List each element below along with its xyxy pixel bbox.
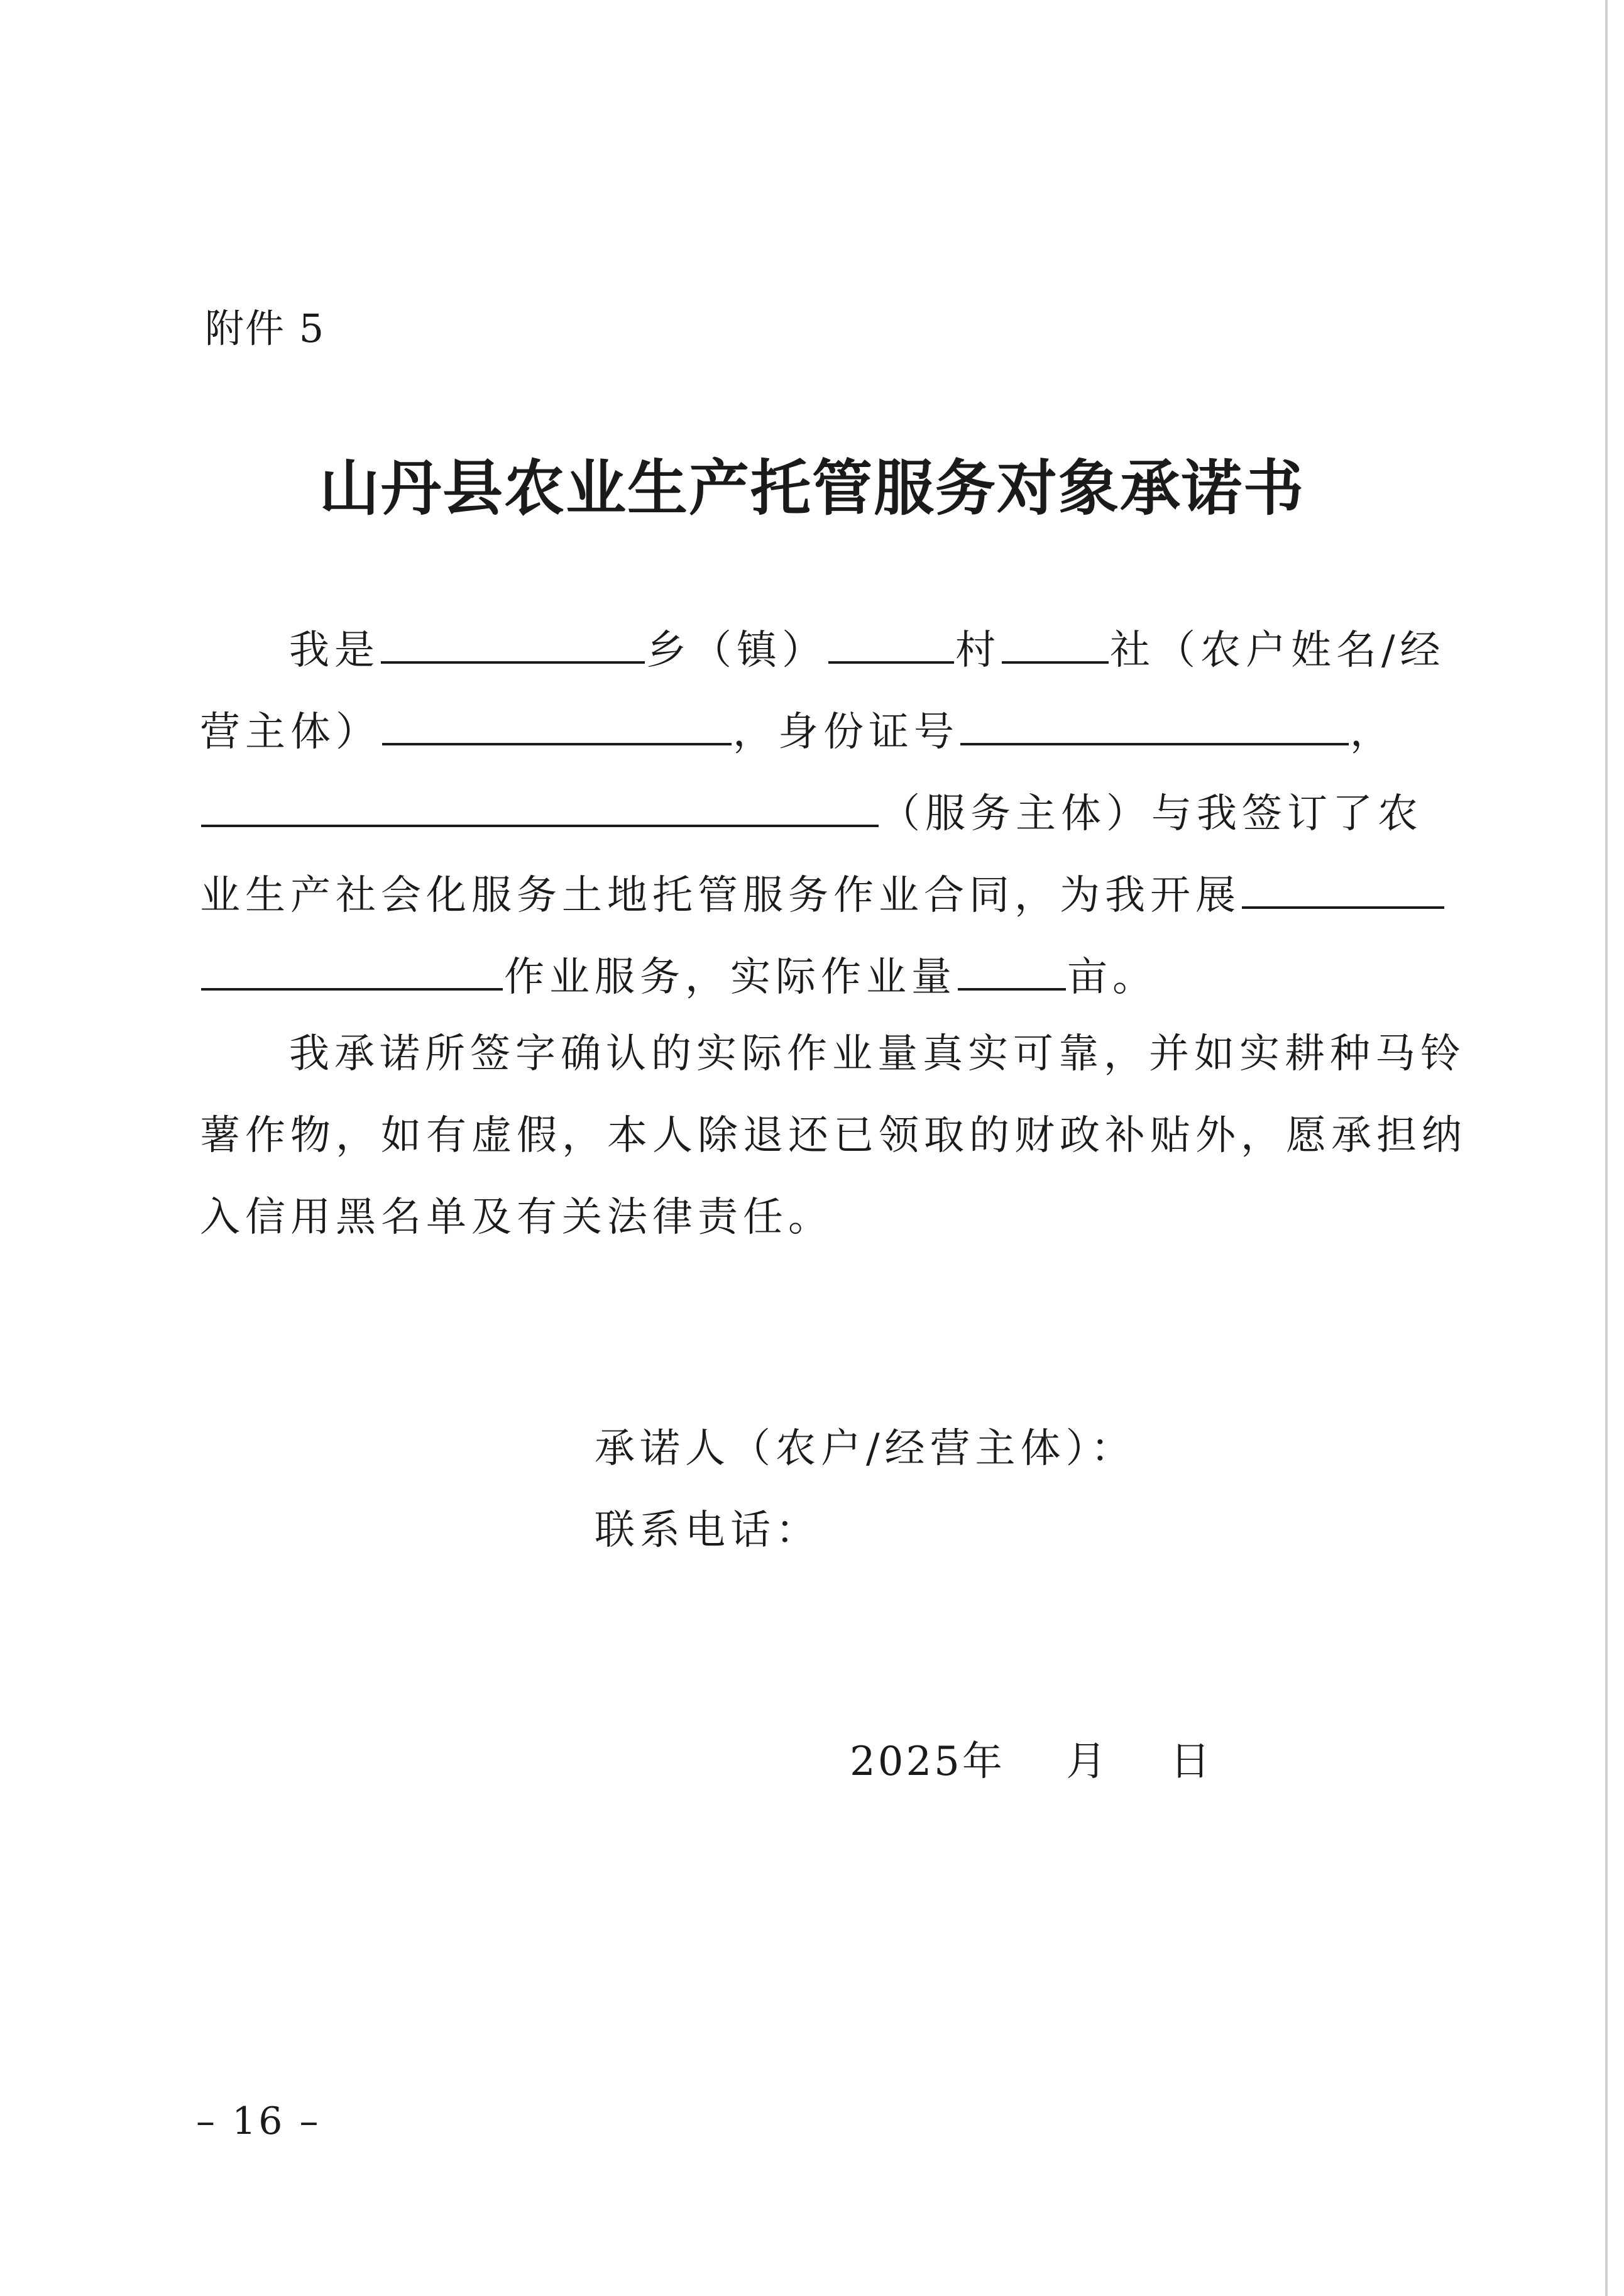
body-line-5 [200,942,1158,1006]
community-blank[interactable] [1002,615,1109,664]
promisor-label: 承诺人（农户/经营主体）： [595,1425,1136,1472]
phone-label: 联系电话： [595,1507,821,1554]
attachment-label: 附件 5 [205,305,326,351]
page-number: – 16 – [196,2099,321,2143]
service-type-blank[interactable] [1242,860,1444,909]
text-segment: 乡（镇） [646,627,827,674]
body-line-8: 入信用黑名单及有关法律责任。 [200,1194,833,1241]
text-segment: 村 [955,627,1001,674]
farmer-name-blank[interactable] [382,696,732,745]
date-line: 2025年 月 日 [850,1738,1213,1785]
text-segment: 社（农户姓名/经 [1110,627,1446,674]
text-segment: ， [1350,709,1395,755]
service-provider-blank[interactable] [201,778,879,827]
body-line-4 [200,860,1446,924]
text-segment: 作业服务，实际作业量 [504,954,957,1001]
service-type-blank-cont[interactable] [201,942,503,991]
work-amount-blank[interactable] [958,942,1066,991]
text-segment: ，身份证号 [733,709,959,755]
body-line-2 [200,696,1395,761]
body-line-6: 我承诺所签字确认的实际作业量真实可靠，并如实耕种马铃 [289,1031,1466,1077]
text-segment: 亩。 [1067,954,1158,1001]
text-segment: 我是 [289,627,380,674]
township-blank[interactable] [381,615,645,664]
village-blank[interactable] [828,615,954,664]
body-line-7: 薯作物，如有虚假，本人除退还已领取的财政补贴外，愿承担纳 [200,1112,1467,1159]
body-line-1 [289,615,1446,679]
scan-edge-line [1605,0,1608,2296]
text-segment: （服务主体）与我签订了农 [880,791,1423,837]
text-segment: 业生产社会化服务土地托管服务作业合同，为我开展 [200,872,1241,919]
text-segment: 营主体） [200,709,381,755]
body-line-3 [200,778,1423,842]
id-number-blank[interactable] [960,696,1349,745]
document-title: 山丹县农业生产托管服务对象承诺书 [319,453,1305,524]
